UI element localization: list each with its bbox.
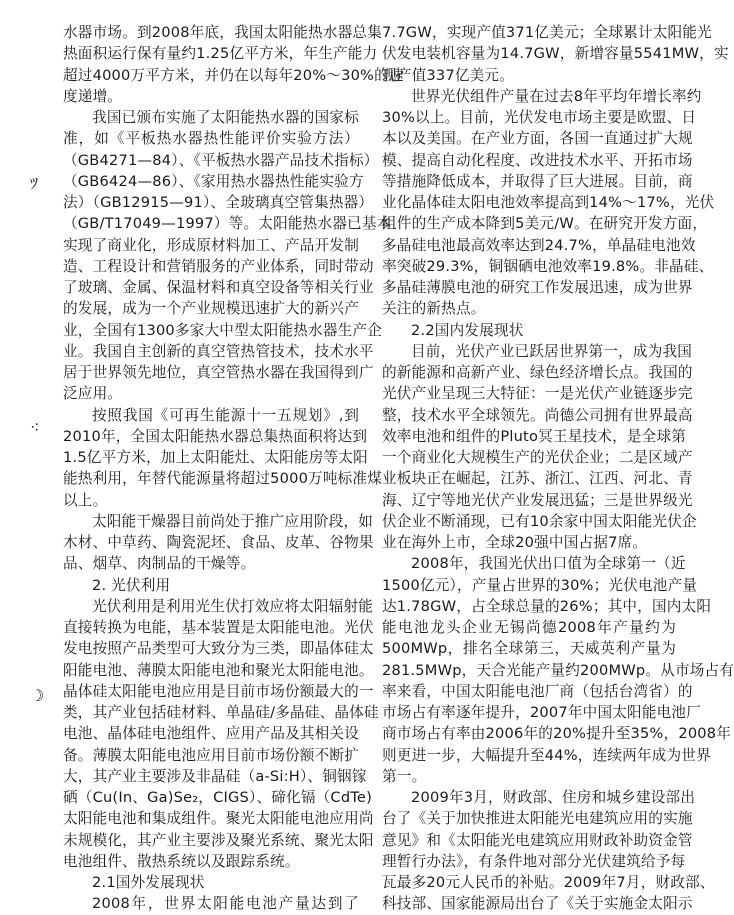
text-line: 的新能源和高新产业、绿色经济增长点。我国的 (382, 364, 693, 381)
binding-mark-icon: ⁖ (30, 418, 40, 437)
text-line: 能电池龙头企业无锡尚德2008年产量约为 (382, 619, 676, 636)
text-line: 商市场占有率由2006年的20%提升至35%，2008年 (382, 725, 732, 743)
left-column (63, 22, 404, 915)
text-line: 30%以上。目前，光伏发电市场主要是欧盟、日 (382, 109, 697, 126)
text-line: 木材、中草药、陶瓷泥坯、食品、皮革、谷物果 (63, 534, 374, 551)
text-line: 居于世界领先地位，真空管热水器在我国得到广 (63, 364, 374, 381)
text-line: 市场占有率逐年提升，2007年中国太阳能电池厂 (382, 704, 702, 721)
text-line: 业。我国自主创新的真空管热管技术，技术水平 (63, 342, 374, 360)
text-line: 发电按照产品类型可大致分为三类，即晶体硅太 (63, 640, 374, 658)
text-line: 业在海外上市，全球20强中国占据7席。 (382, 534, 648, 551)
section-heading: 2. 光伏利用 (92, 576, 171, 594)
text-line: 准，如《平板热水器热性能评价实验方法） (63, 130, 359, 148)
text-line: 2008年，我国光伏出口值为全球第一（近 (411, 555, 686, 573)
text-line: 大，其产业主要涉及非晶硅（a-Si:H）、铜铟镓 (63, 767, 367, 785)
text-line: 整，技术水平全球领先。尚德公司拥有世界最高 (382, 406, 693, 424)
text-line: 业化晶体硅太阳电池效率提高到14%～17%，光伏 (382, 194, 715, 211)
text-line: 水器市场。到2008年底，我国太阳能热水器总集 (63, 24, 383, 41)
text-line: 阳能电池、薄膜太阳能电池和聚光太阳能电池。 (63, 661, 374, 679)
text-line: 多晶硅电池最高效率达到24.7%，单晶硅电池效 (382, 236, 696, 254)
text-line: 1500亿元），产量占世界的30%；光伏电池产量 (382, 576, 698, 594)
text-line: 备。薄膜太阳能电池应用目前市场份额不断扩 (63, 746, 359, 764)
text-line: 意见》和《太阳能光电建筑应用财政补助资金管 (382, 831, 693, 849)
section-heading: 2.2国内发展现状 (411, 321, 524, 339)
text-line: 2009年3月，财政部、住房和城乡建设部出 (411, 789, 696, 806)
text-line: 1.5亿平方米，加上太阳能灶、太阳能房等太阳 (63, 449, 368, 466)
text-line: （GB/T17049—1997）等。太阳能热水器已基本 (63, 215, 392, 233)
text-line: 伏企业不断涌现，已有10余家中国太阳能光伏企 (382, 512, 697, 530)
text-line: 世界光伏组件产量在过去8年平均年增长率约 (411, 87, 702, 105)
text-line: 太阳能干燥器目前尚处于推广应用阶段，如 (92, 512, 374, 530)
text-line: 本以及美国。在产业方面，各国一直通过扩大规 (382, 130, 693, 148)
text-line: 瓦最多20元人民币的补贴。2009年7月，财政部、 (382, 874, 715, 891)
text-line: 一个商业化大规模生产的光伏企业；二是区域产 (382, 449, 693, 466)
text-line: 光伏产业呈现三大特征：一是光伏产业链逐步完 (382, 385, 693, 403)
text-line: 率来看，中国太阳能电池厂商（包括台湾省）的 (382, 682, 693, 700)
text-line: （GB6424—86）、《家用热水器热性能实验方 (63, 172, 364, 190)
text-line: 则更进一步，大幅提升至44%，连续两年成为世界 (382, 746, 711, 764)
text-line: 现产值337亿美元。 (382, 66, 515, 84)
text-line: 太阳能电池和集成组件。聚光太阳能电池应用尚 (63, 810, 374, 828)
text-line: 组件的生产成本降到5美元/W。在研究开发方面， (382, 215, 708, 233)
text-line: 未规模化，其产业主要涉及聚光系统、聚光太阳 (63, 831, 374, 849)
binding-mark-icon: ﾂ (30, 174, 39, 193)
text-line: 业板块正在崛起，江苏、浙江、江西、河北、青 (382, 470, 693, 488)
text-line: 度递增。 (63, 87, 123, 105)
text-line: 科技部、国家能源局出台了《关于实施金太阳示 (382, 895, 693, 913)
text-line: 效率电池和组件的Pluto冥王星技术，是全球第 (382, 427, 687, 445)
text-line: 500MWp，排名全球第三，天威英利产量为 (382, 640, 676, 658)
text-line: 品、烟草、肉制品的干燥等。 (63, 555, 256, 573)
text-line: 多晶硅薄膜电池的研究工作发展迅速，成为世界 (382, 279, 693, 296)
text-line: 实现了商业化，形成原材料加工、产品开发制 (63, 236, 359, 254)
text-line: 的发展，成为一个产业规模迅速扩大的新兴产 (63, 300, 359, 318)
text-line: 伏发电装机容量为14.7GW，新增容量5541MW，实 (382, 45, 729, 63)
text-line: 造、工程设计和营销服务的产业体系，同时带动 (63, 257, 374, 275)
text-line: 7.7GW，实现产值371亿美元；全球累计太阳能光 (382, 24, 712, 41)
text-line: 海、辽宁等地光伏产业发展迅猛；三是世界级光 (382, 491, 693, 509)
text-line: （GB4271—84）、《平板热水器产品技术指标） (63, 151, 379, 169)
text-line: 电池、晶体硅电池组件、应用产品及其相关设 (63, 725, 359, 743)
text-line: 业，全国有1300多家大中型太阳能热水器生产企 (63, 321, 383, 339)
text-line: 台了《关于加快推进太阳能光电建筑应用的实施 (382, 810, 693, 828)
right-column (382, 22, 734, 915)
text-line: 直接转换为电能，基本装置是太阳能电池。光伏 (63, 619, 374, 636)
text-line: 我国已颁布实施了太阳能热水器的国家标 (92, 109, 359, 126)
text-line: 等措施降低成本，并取得了巨大进展。目前，商 (382, 172, 693, 190)
text-line: 泛应用。 (63, 385, 123, 403)
text-line: 第一。 (382, 767, 427, 785)
text-line: 类，其产业包括硅材料、单晶硅/多晶硅、晶体硅 (63, 704, 379, 721)
text-line: 关注的新热点。 (382, 300, 486, 318)
binding-mark-icon: ☽ (30, 686, 45, 705)
text-line: 2008年，世界太阳能电池产量达到了 (92, 895, 359, 913)
text-line: 2010年，全国太阳能热水器总集热面积将达到 (63, 427, 368, 445)
text-line: 达1.78GW，占全球总量的26%；其中，国内太阳 (382, 597, 712, 615)
text-line: 法）（GB12915—91）、全玻璃真空管集热器） (63, 194, 374, 211)
text-line: 晶体硅太阳能电池应用是目前市场份额最大的一 (63, 682, 374, 700)
text-line: 超过4000万平方米，并仍在以每年20%～30%的速 (63, 66, 404, 84)
section-heading: 2.1国外发展现状 (92, 874, 205, 891)
text-line: 光伏利用是利用光生伏打效应将太阳辐射能 (92, 597, 374, 615)
text-line: 电池组件、散热系统以及跟踪系统。 (63, 852, 300, 870)
text-line: 硒（Cu(In、Ga)Se₂，CIGS）、碲化镉（CdTe) (63, 789, 372, 806)
text-line: 以上。 (63, 491, 108, 509)
text-line: 能热利用，年替代能源量将超过5000万吨标准煤 (63, 470, 383, 488)
text-line: 目前，光伏产业已跃居世界第一，成为我国 (411, 342, 693, 360)
text-line: 热面积运行保有量约1.25亿平方米，年生产能力 (63, 45, 378, 63)
text-line: 理暂行办法》，有条件地对部分光伏建筑给予每 (382, 852, 686, 870)
text-line: 了玻璃、金属、保温材料和真空设备等相关行业 (63, 279, 374, 296)
text-line: 率突破29.3%，铜铟硒电池效率19.8%。非晶硅、 (382, 257, 714, 275)
text-line: 281.5MWp，天合光能产量约200MWp。从市场占有 (382, 661, 734, 679)
text-line: 模、提高自动化程度、改进技术水平、开拓市场 (382, 151, 693, 169)
text-line: 按照我国《可再生能源十一五规划》,到 (92, 406, 359, 424)
